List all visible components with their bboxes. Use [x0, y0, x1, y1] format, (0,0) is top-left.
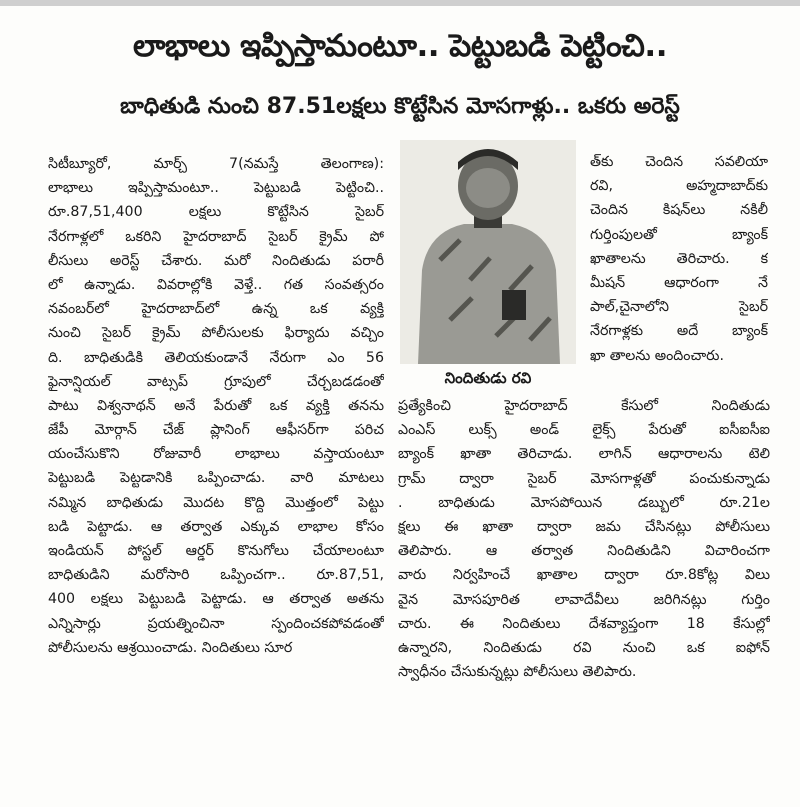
- article-line: పాటు విశ్వనాథన్ అనే పేరుతో ఒక వ్యక్తి తనను: [48, 397, 384, 414]
- article-line: మీషన్ ఆధారంగా నే: [590, 274, 768, 291]
- subheadline: బాధితుడి నుంచి 87.51లక్షలు కొట్టేసిన మోసగాళ్లు.. ఒకరు అరెస్ట్: [120, 94, 680, 119]
- person-silhouette-icon: [400, 140, 576, 364]
- article-line: గ్రామ్ ద్వారా సైబర్ మోసగాళ్లతో పంచుకున్నాడు: [398, 470, 770, 487]
- article-line: ప్రత్యేకించి హైదరాబాద్ కేసులో నిందితుడు: [398, 398, 770, 414]
- article-line: చారు. ఈ నిందితులు దేశవ్యాప్తంగా 18 కేసుల్లో: [398, 615, 770, 632]
- article-column-2: [590, 150, 768, 368]
- article-line: త్‌కు చెందిన సవలియా: [590, 154, 768, 170]
- article-line: నవంబర్‌లో హైదరాబాద్‌లో ఉన్న ఒక వ్యక్తి: [48, 301, 384, 318]
- article-line: ఉన్నారని, నిందితుడు రవి నుంచి ఒక ఐఫోన్: [398, 639, 770, 656]
- article-line: ఇండియన్ పోస్టల్ ఆర్డర్ కొనుగోలు చేయాలంటూ: [48, 543, 384, 559]
- article-line: పాల్,చైనాలోని సైబర్: [590, 299, 768, 316]
- article-line: ఖాతాలను తెరిచారు. క: [590, 250, 768, 267]
- photo-caption: నిందితుడు రవి: [444, 369, 532, 387]
- article-line: వైన మోసపూరిత లావాదేవీలు జరిగినట్లు గుర్తిం: [398, 591, 770, 608]
- article-line: వారు నిర్వహించే ఖాతాల ద్వారా రూ.8కోట్ల విలు: [398, 567, 770, 584]
- article-line: పోలీసులను ఆశ్రయించాడు. నిందితులు సూర: [48, 639, 293, 656]
- article-line: గుర్తింపులతో బ్యాంక్: [590, 226, 768, 243]
- article-line: నుంచి సైబర్ క్రైమ్ పోలీసులకు ఫిర్యాదు వచ్చిం: [48, 325, 384, 342]
- article-line: జేపీ మోర్గాన్ చేజ్ ప్లానింగ్ ఆఫీసర్‌గా పరిచ: [48, 422, 384, 439]
- article-line: నమ్మిన బాధితుడు మొదట కొద్ది మొత్తంలో పెట్టు: [48, 494, 384, 511]
- article-line: నేరగాళ్లలో ఒకరిని హైదరాబాద్ సైబర్ క్రైమ్ పో: [48, 228, 384, 245]
- article-line: ఎన్నిసార్లు ప్రయత్నించినా స్పందించకపోవడంతో: [48, 615, 384, 632]
- accused-photo: [400, 140, 576, 364]
- article-line: లాభాలు ఇప్పిస్తామంటూ.. పెట్టుబడి పెట్టించి..: [48, 180, 384, 197]
- article-line: బాధితుడిని మరోసారి ఒప్పించగా.. రూ.87,51,: [48, 567, 384, 584]
- article-line: చెందిన కిషన్‌లు నకిలీ: [590, 202, 768, 219]
- article-line: బ్యాంక్ ఖాతా తెరిచాడు. లాగిన్ ఆధారాలను టెలి: [398, 446, 770, 463]
- article-column-1: [48, 152, 384, 660]
- article-line: రవి, అహ్మదాబాద్‌కు: [590, 178, 768, 195]
- article-line: ఎంఎస్ లుక్స్ అండ్ లైక్స్ పేరుతో ఐసీఐసీఐ: [398, 422, 770, 439]
- article-line: సిటీబ్యూరో, మార్చ్ 7(నమస్తే తెలంగాణ):: [48, 156, 384, 172]
- article-line: లీసులు అరెస్ట్ చేశారు. మరో నిందితుడు పరారీ: [48, 252, 384, 269]
- article-line: తెలిపారు. ఆ తర్వాత నిందితుడిని విచారించగా: [398, 543, 770, 560]
- article-line: రూ.87,51,400 లక్షలు కొట్టేసిన సైబర్: [48, 204, 384, 221]
- article-line: క్షలు ఈ ఖాతా ద్వారా జమ చేసినట్లు పోలీసులు: [398, 518, 770, 535]
- article-line: 400 లక్షలు పెట్టుబడి పెట్టాడు. ఆ తర్వాత అతను: [48, 591, 384, 608]
- article-line: యంచేసుకొని రోజువారీ లాభాలు వస్తాయంటూ: [48, 446, 384, 463]
- headline: లాభాలు ఇప్పిస్తామంటూ.. పెట్టుబడి పెట్టించి..: [133, 28, 667, 64]
- article-line: లో ఉన్నాడు. వివరాల్లోకి వెళ్తే.. గత సంవత్సరం: [48, 276, 384, 293]
- article-line: స్వాధీనం చేసుకున్నట్లు పోలీసులు తెలిపారు.: [398, 664, 637, 681]
- article-line: బడి పెట్టాడు. ఆ తర్వాత ఎక్కువ లాభాల కోసం: [48, 518, 384, 535]
- article-line: ఫైనాన్షియల్ వాట్సప్ గ్రూపులో చేర్చబడడంతో: [48, 373, 384, 390]
- article-line: నేరగాళ్లకు అదే బ్యాంక్: [590, 323, 768, 340]
- article-line: ది. బాధితుడికి తెలియకుండానే నేరుగా ఎం 56: [48, 349, 384, 366]
- article-column-3: [398, 394, 770, 684]
- article-line: . బాధితుడు మోసపోయిన డబ్బులో రూ.21ల: [398, 494, 770, 511]
- article-line: పెట్టుబడి పెట్టడానికి ఒప్పించాడు. వారి మాటలు: [48, 470, 384, 487]
- article-line: ఖా తాలను అందించారు.: [590, 347, 724, 364]
- top-edge-rule: [0, 0, 800, 6]
